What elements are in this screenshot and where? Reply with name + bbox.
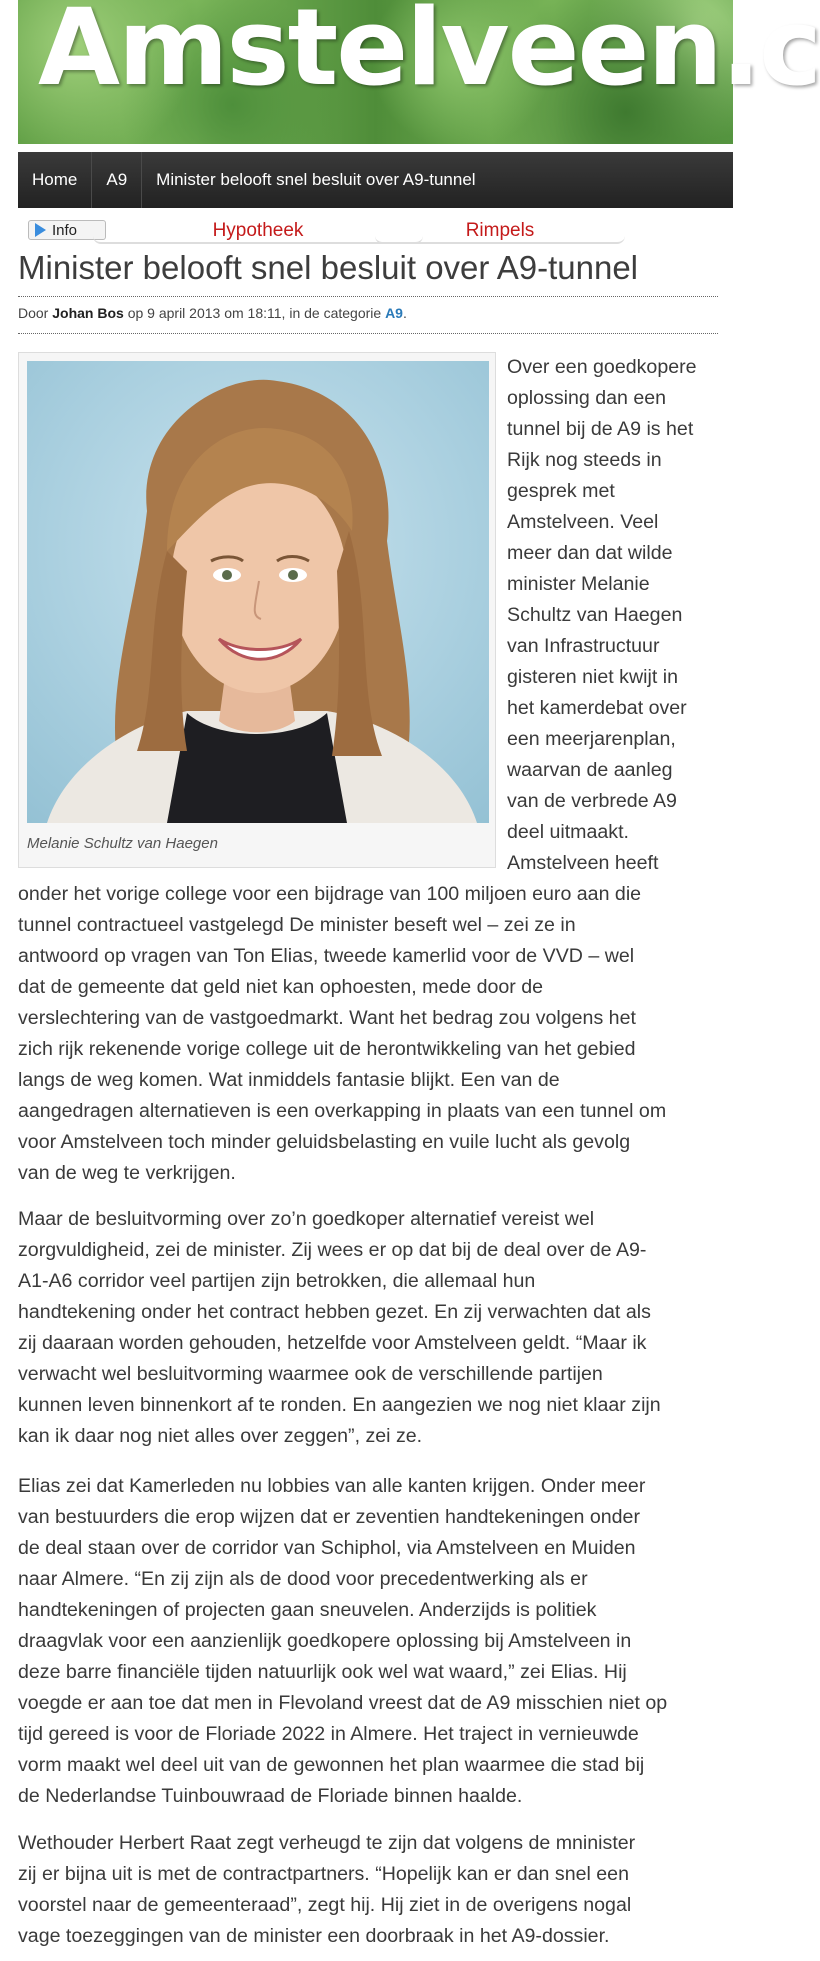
text-line: van Infrastructuur	[507, 635, 660, 657]
text-line: handtekeningen of projecten gaan sneuvelen. Anderzijds is politiek	[18, 1599, 597, 1621]
portrait-illustration	[27, 361, 489, 823]
text-line: kunnen leven binnenkort af te ronden. En aangezien we nog niet klaar zijn	[18, 1394, 661, 1416]
ad-link-hypotheek[interactable]: Hypotheek	[93, 220, 423, 244]
banner-divider	[18, 144, 733, 150]
text-line: oplossing dan een	[507, 387, 667, 409]
meta-suffix: .	[402, 305, 407, 321]
text-line: minister Melanie	[507, 573, 650, 595]
text-line: van de verbrede A9	[507, 790, 677, 812]
ad-info-label: Info	[52, 221, 78, 239]
text-line: antwoord op vragen van Ton Elias, tweede kamerlid voor de VVD – wel	[18, 945, 635, 967]
text-line: Over een goedkopere	[507, 356, 697, 378]
text-line: dat de gemeente dat geld niet kan ophoesten, mede door de	[18, 976, 544, 998]
text-line: zij er bijna uit is met de contractpartners. “Hopelijk kan er dan snel een	[18, 1863, 629, 1885]
meta-category-link[interactable]: A9	[385, 305, 403, 321]
article-intro-side	[507, 352, 729, 879]
nav-item-home[interactable]: Home	[18, 152, 92, 208]
text-line: aangedragen alternatieven is een overkapping in plaats van een tunnel om	[18, 1100, 667, 1122]
text-line: Schultz van Haegen	[507, 604, 683, 626]
text-line: A1-A6 corridor veel partijen zijn betrokken, die allemaal hun	[18, 1270, 536, 1292]
meta-prefix: Door	[18, 305, 53, 321]
site-logo[interactable]: Amstelveen.c	[38, 0, 820, 109]
text-line: de deal staan over de corridor van Schiphol, via Amstelveen en Muiden	[18, 1537, 636, 1559]
text-line: Amstelveen. Veel	[507, 511, 659, 533]
text-line: Maar de besluitvorming over zo’n goedkoper alternatief vereist wel	[18, 1208, 595, 1230]
text-line: naar Almere. “En zij zijn als de dood voor precedentwerking als er	[18, 1568, 588, 1590]
nav-item-current-article[interactable]: Minister belooft snel besluit over A9-tunnel	[156, 170, 476, 189]
meta-divider	[18, 333, 718, 334]
site-header-banner[interactable]	[18, 0, 820, 150]
article-paragraph-4	[18, 1828, 733, 1952]
nav-item-a9[interactable]: A9	[92, 152, 142, 208]
text-line: onder het vorige college voor een bijdrage van 100 miljoen euro aan die	[18, 883, 642, 905]
text-line: verwacht wel besluitvorming waarmee ook de verschillende partijen	[18, 1363, 603, 1385]
text-line: waarvan de aanleg	[507, 759, 673, 781]
text-line: tunnel bij de A9 is het	[507, 418, 694, 440]
text-line: Rijk nog steeds in	[507, 449, 662, 471]
text-line: gisteren niet kwijt in	[507, 666, 678, 688]
portrait-photo[interactable]	[27, 361, 489, 823]
text-line: zorgvuldigheid, zei de minister. Zij wees er op dat bij de deal over de A9-	[18, 1239, 647, 1261]
text-line: handtekening onder het contract hebben gezet. En zij verwachten dat als	[18, 1301, 651, 1323]
article-paragraph-1	[18, 879, 733, 1189]
text-line: vorm maakt wel deel uit van de gewonnen het plan waarmee die stad bij	[18, 1754, 645, 1776]
text-line: vage toezeggingen van de minister een doorbraak in het A9-dossier.	[18, 1925, 610, 1947]
text-line: draagvlak voor een aanzienlijk goedkopere oplossing bij Amstelveen in	[18, 1630, 632, 1652]
article-figure	[18, 352, 496, 868]
text-line: tijd gereed is voor de Floriade 2022 in Almere. Het traject in vernieuwde	[18, 1723, 639, 1745]
title-divider	[18, 296, 718, 297]
text-line: zij daaraan worden gehouden, hetzelfde voor Amstelveen geldt. “Maar ik	[18, 1332, 647, 1354]
text-line: voorstel naar de gemeenteraad”, zegt hij. Hij ziet in de overigens nogal	[18, 1894, 632, 1916]
text-line: een meerjarenplan,	[507, 728, 676, 750]
intro-paragraph	[507, 352, 729, 879]
article-paragraph-2	[18, 1204, 733, 1452]
text-line: van de weg te verkrijgen.	[18, 1162, 236, 1184]
article-paragraph-3	[18, 1471, 733, 1812]
ad-links-row	[18, 218, 733, 244]
text-line: van bestuurders die erop wijzen dat er zeventien handtekeningen onder	[18, 1506, 640, 1528]
text-line: Wethouder Herbert Raat zegt verheugd te zijn dat volgens de mninister	[18, 1832, 636, 1854]
ad-link-rimpels[interactable]: Rimpels	[375, 220, 625, 244]
article-meta	[18, 305, 407, 321]
text-line: deze barre financiële tijden natuurlijk ook wel wat waard,” zei Elias. Hij	[18, 1661, 627, 1683]
text-line: verslechtering van de vastgoedmarkt. Want het bedrag zou volgens het	[18, 1007, 636, 1029]
text-line: zich rijk rekenende vorige college uit de herontwikkeling van het gebied	[18, 1038, 636, 1060]
article-title: Minister belooft snel besluit over A9-tunnel	[18, 249, 639, 286]
play-icon	[35, 223, 46, 237]
text-line: voor Amstelveen toch minder geluidsbelasting en vuile lucht als gevolg	[18, 1131, 631, 1153]
text-line: tunnel contractueel vastgelegd De minister beseft wel – zei ze in	[18, 914, 576, 936]
text-line: het kamerdebat over	[507, 697, 687, 719]
text-line: langs de weg komen. Wat inmiddels fantasie blijkt. Een van de	[18, 1069, 560, 1091]
text-line: voegde er aan toe dat men in Flevoland vreest dat de A9 misschien niet op	[18, 1692, 668, 1714]
text-line: Amstelveen heeft	[507, 852, 659, 874]
text-line: deel uitmaakt.	[507, 821, 629, 843]
text-line: de Nederlandse Tuinbouwraad de Floriade binnen haalde.	[18, 1785, 523, 1807]
text-line: gesprek met	[507, 480, 615, 502]
text-line: kan ik daar nog niet alles over zeggen”, zei ze.	[18, 1425, 423, 1447]
figure-caption: Melanie Schultz van Haegen	[27, 835, 218, 852]
meta-author[interactable]: Johan Bos	[52, 305, 124, 321]
meta-middle: op 9 april 2013 om 18:11, in de categorie	[123, 305, 386, 321]
text-line: Elias zei dat Kamerleden nu lobbies van alle kanten krijgen. Onder meer	[18, 1475, 646, 1497]
text-line: meer dan dat wilde	[507, 542, 673, 564]
main-nav	[18, 152, 733, 208]
